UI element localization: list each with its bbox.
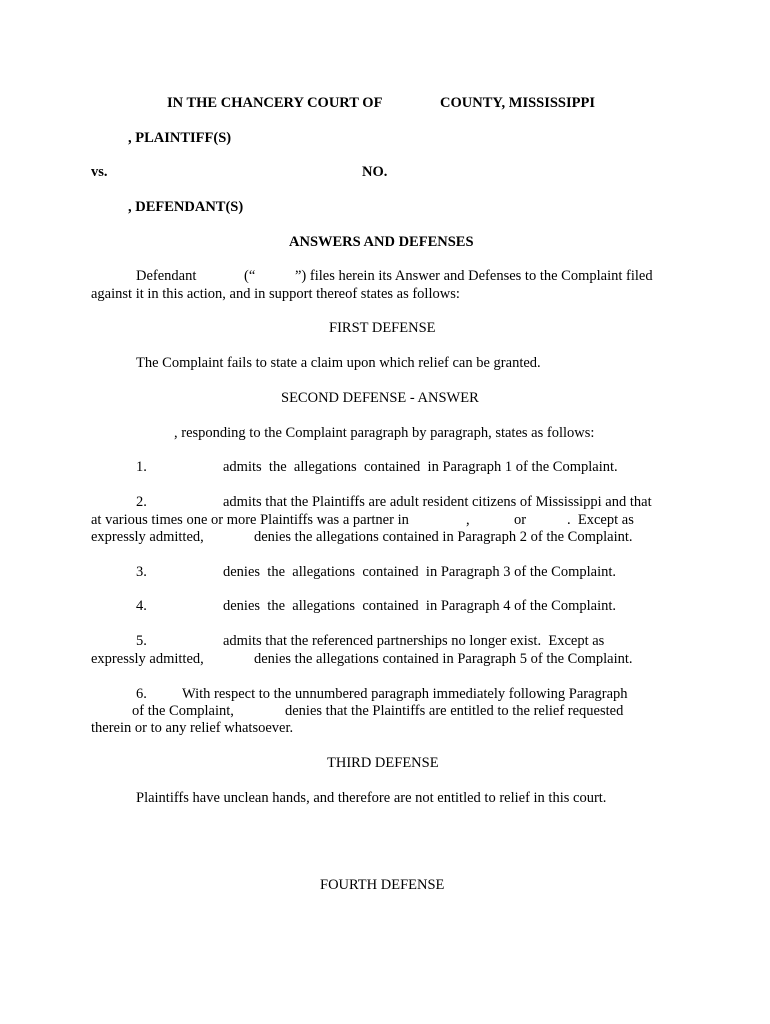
paragraph-1-text: admits the allegations contained in Paragraph 1 of the Complaint. — [223, 459, 618, 475]
intro-line-2: against it in this action, and in support thereof states as follows: — [91, 286, 460, 302]
intro-line-1: ”) files herein its Answer and Defenses to the Complaint filed — [295, 268, 653, 284]
plaintiff-label: , PLAINTIFF(S) — [128, 130, 232, 146]
case-number-label: NO. — [362, 164, 388, 180]
intro-defendant-word: Defendant — [136, 268, 197, 284]
court-name-left: IN THE CHANCERY COURT OF — [167, 95, 383, 111]
paragraph-4-number: 4. — [136, 598, 147, 614]
paragraph-5-line-2b: denies the allegations contained in Paragraph 5 of the Complaint. — [254, 651, 633, 667]
first-defense-text: The Complaint fails to state a claim upon which relief can be granted. — [136, 355, 541, 371]
second-defense-heading: SECOND DEFENSE - ANSWER — [281, 390, 479, 406]
defendant-label: , DEFENDANT(S) — [128, 199, 244, 215]
document-title: ANSWERS AND DEFENSES — [289, 234, 474, 250]
vs-label: vs. — [91, 164, 108, 180]
paragraph-3-number: 3. — [136, 564, 147, 580]
paragraph-5-line-2a: expressly admitted, — [91, 651, 204, 667]
third-defense-text: Plaintiffs have unclean hands, and therefore are not entitled to relief in this court. — [136, 790, 607, 806]
fourth-defense-heading: FOURTH DEFENSE — [320, 877, 445, 893]
paragraph-2-except: . Except as — [567, 512, 634, 528]
paragraph-3-text: denies the allegations contained in Paragraph 3 of the Complaint. — [223, 564, 617, 580]
paragraph-1-number: 1. — [136, 459, 147, 475]
intro-quote-open: (“ — [244, 268, 256, 284]
paragraph-2-line-2: at various times one or more Plaintiffs was a partner in — [91, 512, 409, 528]
paragraph-2-line-3a: expressly admitted, — [91, 529, 204, 545]
paragraph-2-line-1: admits that the Plaintiffs are adult resident citizens of Mississippi and that — [223, 494, 652, 510]
paragraph-5-number: 5. — [136, 633, 147, 649]
paragraph-2-comma: , — [466, 512, 470, 528]
paragraph-5-line-1: admits that the referenced partnerships no longer exist. Except as — [223, 633, 605, 649]
court-name-right: COUNTY, MISSISSIPPI — [440, 95, 595, 111]
second-defense-intro: , responding to the Complaint paragraph by paragraph, states as follows: — [174, 425, 595, 441]
paragraph-6-number: 6. — [136, 686, 147, 702]
paragraph-2-number: 2. — [136, 494, 147, 510]
third-defense-heading: THIRD DEFENSE — [327, 755, 439, 771]
paragraph-6-line-3: therein or to any relief whatsoever. — [91, 720, 294, 736]
paragraph-2-line-3b: denies the allegations contained in Paragraph 2 of the Complaint. — [254, 529, 633, 545]
paragraph-6-line-2b: denies that the Plaintiffs are entitled to the relief requested — [285, 703, 624, 719]
paragraph-6-line-1: With respect to the unnumbered paragraph immediately following Paragraph — [182, 686, 628, 702]
first-defense-heading: FIRST DEFENSE — [329, 320, 436, 336]
paragraph-4-text: denies the allegations contained in Paragraph 4 of the Complaint. — [223, 598, 617, 614]
paragraph-2-or: or — [514, 512, 527, 528]
paragraph-6-line-2a: of the Complaint, — [132, 703, 234, 719]
